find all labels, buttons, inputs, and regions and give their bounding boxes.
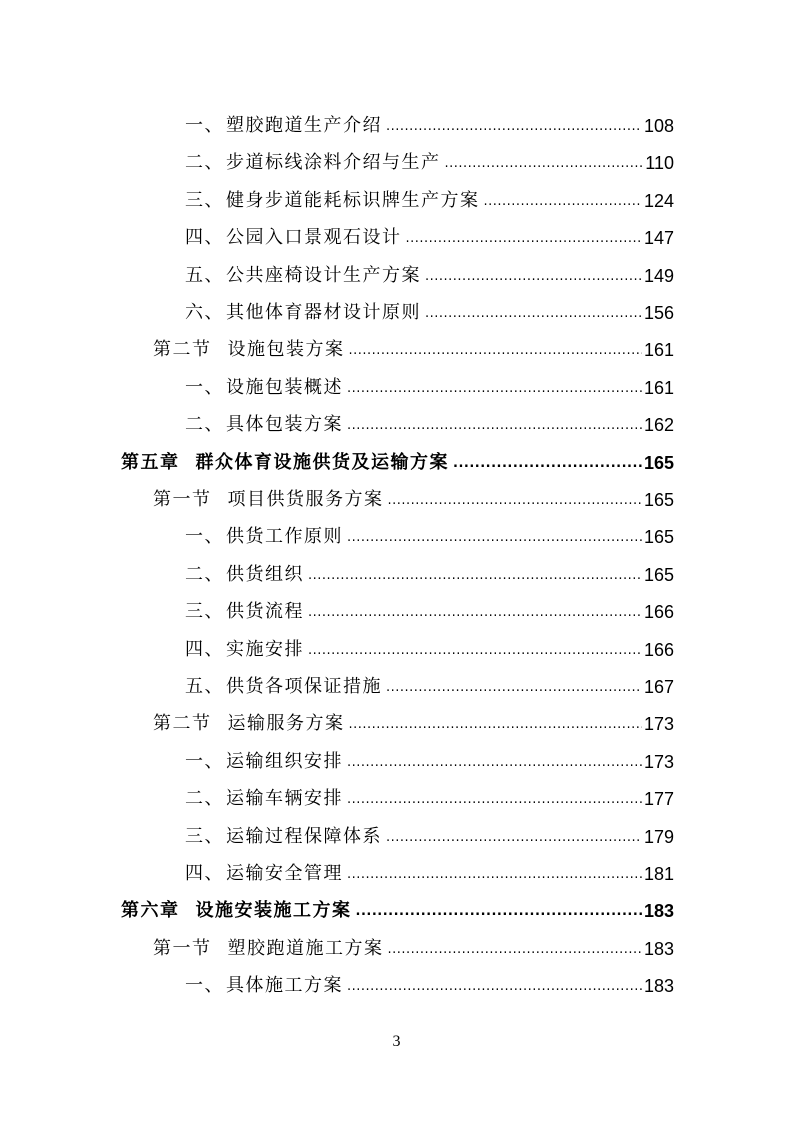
toc-entry-page: 108 [643, 116, 674, 136]
toc-entry-title: 设施包装方案 [227, 339, 345, 361]
toc-entry[interactable] [153, 923, 674, 960]
toc-entry-number: 六、 [185, 302, 224, 323]
toc-entry-title: 运输车辆安排 [226, 788, 343, 810]
toc-dot-leader [388, 943, 642, 956]
toc-entry[interactable] [153, 474, 674, 511]
toc-entry[interactable] [185, 175, 674, 212]
toc-entry-page: 179 [643, 826, 674, 847]
toc-entry-page: 156 [643, 303, 674, 323]
toc-entry-page: 165 [643, 452, 674, 473]
toc-dot-leader [349, 718, 642, 731]
toc-entry-title: 其他体育器材设计原则 [226, 302, 421, 323]
toc-entry-page: 173 [643, 714, 674, 735]
toc-dot-leader [425, 270, 642, 283]
toc-entry-page: 166 [643, 639, 674, 660]
toc-dot-leader [347, 382, 642, 395]
toc-dot-leader [349, 344, 642, 357]
toc-dot-leader [386, 681, 642, 694]
toc-dot-leader [308, 644, 642, 657]
toc-entry-title: 供货组织 [226, 563, 304, 585]
toc-entry-title: 供货工作原则 [226, 526, 343, 548]
toc-entry-page: 181 [643, 864, 674, 884]
toc-entry-page: 162 [643, 415, 674, 436]
toc-entry-title: 公园入口景观石设计 [226, 227, 402, 249]
toc-entry[interactable] [185, 137, 674, 174]
toc-entry-page: 166 [643, 602, 674, 623]
page-number: 3 [392, 1033, 401, 1050]
toc-entry-title: 群众体育设施供货及运输方案 [195, 451, 449, 473]
toc-entry-title: 塑胶跑道施工方案 [227, 937, 384, 959]
toc-entry-title: 实施安排 [226, 638, 304, 660]
toc-entry[interactable] [185, 399, 674, 436]
toc-entry[interactable] [185, 586, 674, 623]
toc-dot-leader [347, 531, 642, 544]
toc-entry-number: 一、 [185, 115, 224, 136]
toc-entry[interactable] [185, 362, 674, 399]
toc-entry[interactable] [185, 212, 674, 249]
toc-entry-number: 第二节 [153, 713, 212, 735]
toc-dot-leader [386, 120, 642, 133]
toc-entry-page: 167 [643, 677, 674, 697]
toc-entry[interactable] [153, 324, 674, 361]
toc-entry-number: 一、 [185, 526, 224, 548]
toc-dot-leader [388, 494, 642, 507]
toc-dot-leader [386, 831, 642, 844]
toc-entry-title: 具体包装方案 [226, 414, 343, 436]
toc-entry-title: 运输过程保障体系 [226, 825, 382, 847]
toc-entry[interactable] [121, 885, 674, 922]
toc-entry-number: 四、 [185, 638, 224, 660]
toc-entry-page: 165 [643, 527, 674, 548]
toc-entry-number: 四、 [185, 227, 224, 249]
toc-entry[interactable] [185, 100, 674, 137]
toc-entry[interactable] [185, 511, 674, 548]
toc-entry[interactable] [185, 661, 674, 698]
toc-entry-number: 三、 [185, 601, 224, 623]
toc-dot-leader [445, 157, 644, 170]
toc-entry-title: 步道标线涂料介绍与生产 [226, 152, 441, 174]
toc-entry[interactable] [185, 811, 674, 848]
toc-dot-leader [484, 195, 642, 208]
toc-entry[interactable] [185, 773, 674, 810]
toc-entry[interactable] [185, 549, 674, 586]
toc-entry-number: 一、 [185, 376, 224, 398]
toc-dot-leader [347, 868, 642, 881]
toc-entry-page: 183 [643, 976, 674, 997]
toc-entry-page: 165 [643, 490, 674, 510]
toc-dot-leader [347, 756, 642, 769]
toc-dot-leader [425, 307, 642, 320]
toc-entry-page: 110 [645, 153, 674, 174]
toc-dot-leader [308, 606, 642, 619]
toc-dot-leader [347, 980, 642, 993]
toc-entry-number: 二、 [185, 788, 224, 810]
toc-entry-title: 健身步道能耗标识牌生产方案 [226, 189, 480, 211]
toc-entry-title: 供货流程 [226, 601, 304, 623]
toc-entry[interactable] [185, 848, 674, 885]
toc-entry-title: 塑胶跑道生产介绍 [226, 115, 382, 136]
toc-entry-page: 173 [643, 751, 674, 772]
toc-entry-number: 一、 [185, 750, 224, 772]
toc-entry-number: 二、 [185, 563, 224, 585]
toc-entry-title: 公共座椅设计生产方案 [226, 264, 421, 286]
toc-entry-page: 183 [643, 901, 674, 922]
toc-entry[interactable] [185, 287, 674, 324]
toc-entry[interactable] [185, 960, 674, 997]
toc-entry-number: 一、 [185, 975, 224, 997]
toc-entry[interactable] [185, 736, 674, 773]
toc-entry-number: 第一节 [153, 937, 212, 959]
toc-entry-page: 147 [643, 228, 674, 249]
toc-entry-title: 设施安装施工方案 [195, 900, 352, 922]
toc-entry-title: 运输服务方案 [227, 713, 345, 735]
toc-entry-page: 177 [643, 789, 674, 810]
toc-dot-leader [453, 457, 642, 470]
toc-dot-leader [356, 905, 642, 918]
toc-entry-number: 四、 [185, 863, 224, 884]
toc-dot-leader [308, 569, 642, 582]
toc-entry-title: 具体施工方案 [226, 975, 343, 997]
toc-dot-leader [347, 793, 642, 806]
toc-entry-title: 项目供货服务方案 [227, 489, 384, 510]
toc-entry[interactable] [153, 698, 674, 735]
toc-entry-number: 二、 [185, 414, 224, 436]
toc-entry-page: 161 [643, 340, 674, 361]
toc-entry-number: 五、 [185, 264, 224, 286]
toc-entry-number: 三、 [185, 189, 224, 211]
toc-entry-number: 第一节 [153, 489, 212, 510]
toc-entry-number: 三、 [185, 825, 224, 847]
toc-entry-page: 124 [643, 190, 674, 211]
toc-entry[interactable] [185, 250, 674, 287]
toc-entry-title: 设施包装概述 [226, 376, 343, 398]
toc-dot-leader [347, 419, 642, 432]
toc-entry-number: 第二节 [153, 339, 212, 361]
toc-entry-number: 第五章 [121, 451, 180, 473]
toc-entry-title: 供货各项保证措施 [226, 676, 382, 697]
toc-entry-number: 第六章 [121, 900, 180, 922]
toc-entry-page: 165 [643, 564, 674, 585]
toc-entry[interactable] [185, 624, 674, 661]
toc-entry-page: 149 [643, 265, 674, 286]
toc-dot-leader [406, 232, 642, 245]
toc-entry-page: 183 [643, 938, 674, 959]
toc-entry-page: 161 [643, 377, 674, 398]
toc-entry-number: 二、 [185, 152, 224, 174]
toc-entry[interactable] [121, 437, 674, 474]
toc-entry-title: 运输组织安排 [226, 750, 343, 772]
toc-entry-title: 运输安全管理 [226, 863, 343, 884]
toc-entry-number: 五、 [185, 676, 224, 697]
